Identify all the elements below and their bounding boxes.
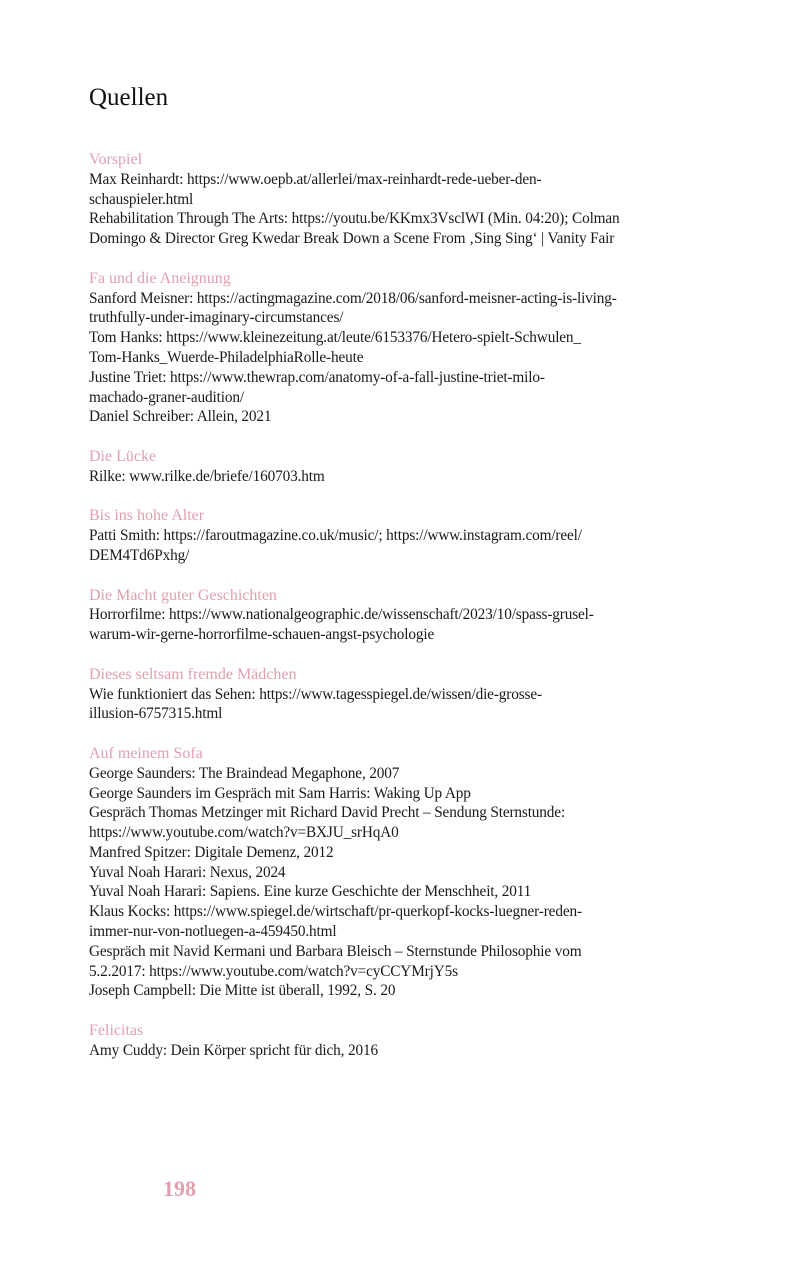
source-section-auf-meinem-sofa	[89, 744, 689, 1001]
source-section-fa-und-die-aneignung	[89, 269, 689, 427]
source-line: Gespräch mit Navid Kermani und Barbara Bleisch – Sternstunde Philosophie vom	[89, 942, 582, 960]
source-line: warum-wir-gerne-horrorfilme-schauen-angst-psychologie	[89, 626, 435, 644]
source-line: Rilke: www.rilke.de/briefe/160703.htm	[89, 467, 325, 485]
source-line: Amy Cuddy: Dein Körper spricht für dich, 2016	[89, 1041, 378, 1059]
section-heading: Fa und die Aneignung	[89, 269, 231, 287]
source-line: Yuval Noah Harari: Sapiens. Eine kurze Geschichte der Menschheit, 2011	[89, 883, 532, 901]
source-line: Justine Triet: https://www.thewrap.com/anatomy-of-a-fall-justine-triet-milo-	[89, 368, 545, 386]
source-line: Manfred Spitzer: Digitale Demenz, 2012	[89, 843, 334, 861]
source-section-die-macht-guter-geschichten	[89, 586, 689, 645]
source-line: truthfully-under-imaginary-circumstances/	[89, 309, 344, 327]
source-line: Daniel Schreiber: Allein, 2021	[89, 408, 272, 426]
source-line: https://www.youtube.com/watch?v=BXJU_srHqA0	[89, 824, 399, 842]
source-line: Domingo & Director Greg Kwedar Break Down a Scene From ‚Sing Sing‘ | Vanity Fair	[89, 230, 615, 248]
source-section-vorspiel	[89, 150, 689, 249]
source-line: Wie funktioniert das Sehen: https://www.tagesspiegel.de/wissen/die-grosse-	[89, 685, 542, 703]
source-line: Joseph Campbell: Die Mitte ist überall, 1992, S. 20	[89, 982, 396, 1000]
source-line: DEM4Td6Pxhg/	[89, 546, 190, 564]
source-line: Tom-Hanks_Wuerde-PhiladelphiaRolle-heute	[89, 348, 364, 366]
section-heading: Felicitas	[89, 1022, 144, 1040]
source-line: Horrorfilme: https://www.nationalgeographic.de/wissenschaft/2023/10/spass-grusel-	[89, 606, 594, 624]
section-heading: Die Lücke	[89, 447, 157, 465]
section-heading: Bis ins hohe Alter	[89, 507, 205, 525]
source-section-die-luecke	[89, 447, 689, 487]
section-heading: Dieses seltsam fremde Mädchen	[89, 665, 297, 683]
section-heading: Vorspiel	[89, 151, 143, 168]
sources-list	[89, 150, 689, 1080]
source-section-felicitas	[89, 1021, 689, 1061]
page-number: 198	[163, 1176, 196, 1201]
source-line: Max Reinhardt: https://www.oepb.at/allerlei/max-reinhardt-rede-ueber-den-	[89, 170, 542, 188]
source-line: 5.2.2017: https://www.youtube.com/watch?v=cyCCYMrjY5s	[89, 962, 458, 980]
source-line: Gespräch Thomas Metzinger mit Richard David Precht – Sendung Sternstunde:	[89, 804, 566, 822]
source-line: schauspieler.html	[89, 190, 194, 208]
source-line: Tom Hanks: https://www.kleinezeitung.at/leute/6153376/Hetero-spielt-Schwulen_	[89, 329, 581, 347]
section-heading: Auf meinem Sofa	[89, 744, 203, 762]
source-line: Klaus Kocks: https://www.spiegel.de/wirtschaft/pr-querkopf-kocks-luegner-reden-	[89, 903, 582, 921]
source-section-dieses-seltsam-fremde-maedchen	[89, 665, 689, 724]
source-line: machado-graner-audition/	[89, 388, 244, 406]
source-line: Yuval Noah Harari: Nexus, 2024	[89, 863, 286, 881]
section-heading: Die Macht guter Geschichten	[89, 586, 277, 604]
source-line: Rehabilitation Through The Arts: https://youtu.be/KKmx3VsclWI (Min. 04:20); Colman	[89, 210, 620, 228]
source-line: George Saunders: The Braindead Megaphone, 2007	[89, 764, 400, 782]
source-line: immer-nur-von-notluegen-a-459450.html	[89, 923, 337, 941]
source-line: George Saunders im Gespräch mit Sam Harris: Waking Up App	[89, 784, 471, 802]
source-line: Patti Smith: https://faroutmagazine.co.uk/music/; https://www.instagram.com/reel/	[89, 527, 582, 545]
source-section-bis-ins-hohe-alter	[89, 506, 689, 565]
source-line: Sanford Meisner: https://actingmagazine.com/2018/06/sanford-meisner-acting-is-living-	[89, 289, 617, 307]
source-line: illusion-6757315.html	[89, 705, 223, 723]
page-title: Quellen	[89, 84, 169, 111]
